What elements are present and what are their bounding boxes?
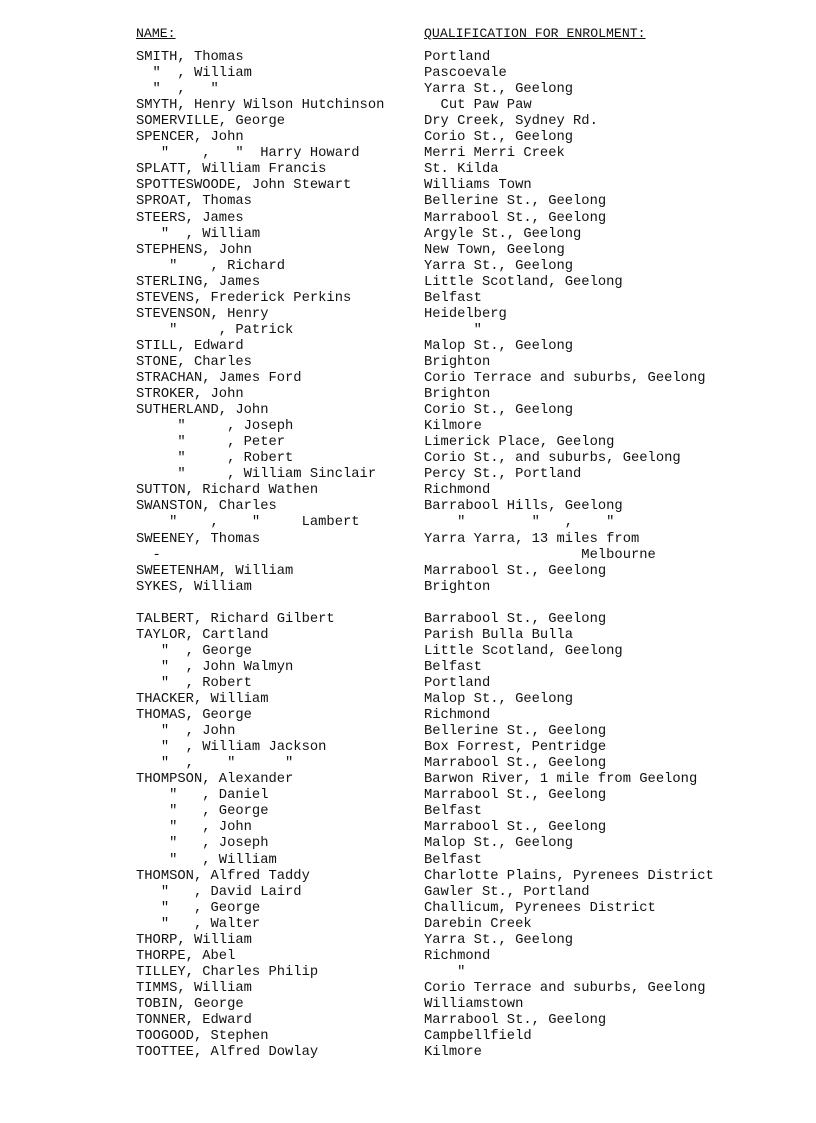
entry-qualification: Yarra St., Geelong (424, 932, 574, 948)
entry-qualification: Barrabool St., Geelong (424, 611, 607, 627)
entry-qualification: Gawler St., Portland (424, 884, 590, 900)
list-item (0, 114, 816, 130)
entry-name: SMYTH, Henry Wilson Hutchinson (136, 98, 385, 114)
name-column-header: NAME: (136, 26, 176, 41)
entry-qualification: Kilmore (424, 419, 482, 435)
list-item (0, 82, 816, 98)
entry-qualification: Barrabool Hills, Geelong (424, 499, 623, 515)
entry-name: " , Richard (136, 258, 286, 274)
entry-qualification: St. Kilda (424, 162, 499, 178)
entry-qualification: Campbellfield (424, 1029, 532, 1045)
list-item (0, 548, 816, 564)
entry-qualification: Williams Town (424, 178, 532, 194)
list-item (0, 692, 816, 708)
list-item (0, 451, 816, 467)
entry-qualification: Heidelberg (424, 306, 507, 322)
entry-name: " , Peter (136, 435, 286, 451)
entry-qualification: Brighton (424, 354, 491, 370)
entry-name: SYKES, William (136, 579, 252, 595)
entry-name: STEVENS, Frederick Perkins (136, 290, 352, 306)
list-item (0, 483, 816, 499)
entry-qualification: Richmond (424, 948, 491, 964)
entry-name: - (136, 547, 161, 563)
entry-qualification: Challicum, Pyrenees District (424, 900, 656, 916)
entry-qualification: " " , " (424, 515, 615, 531)
list-item (0, 580, 816, 596)
entry-name: " , John (136, 820, 252, 836)
list-item (0, 419, 816, 435)
entry-name: TOOTTEE, Alfred Dowlay (136, 1045, 319, 1061)
entry-name: THOMSON, Alfred Taddy (136, 868, 310, 884)
entry-name: " , George (136, 643, 252, 659)
entry-qualification: Bellerine St., Geelong (424, 194, 607, 210)
list-item (0, 612, 816, 628)
entry-name: " , Walter (136, 916, 261, 932)
entry-qualification: " (424, 964, 466, 980)
entry-qualification: Belfast (424, 659, 482, 675)
entry-qualification: Belfast (424, 804, 482, 820)
entry-qualification: Richmond (424, 483, 491, 499)
entry-qualification: Bellerine St., Geelong (424, 724, 607, 740)
entry-name: " , George (136, 900, 261, 916)
entry-name: " , William (136, 66, 252, 82)
entry-name: TONNER, Edward (136, 1013, 252, 1028)
list-item (0, 323, 816, 339)
entry-name: THOMPSON, Alexander (136, 772, 294, 788)
entry-name: " , William (136, 852, 277, 868)
entry-name: SUTTON, Richard Wathen (136, 483, 319, 499)
list-item (0, 1029, 816, 1045)
list-item (0, 532, 816, 548)
entry-qualification: Kilmore (424, 1045, 482, 1061)
entry-qualification: Marrabool St., Geelong (424, 1013, 607, 1028)
entry-name: STERLING, James (136, 274, 261, 290)
entry-name: THORPE, Abel (136, 948, 236, 964)
list-item (0, 853, 816, 869)
list-item (0, 949, 816, 965)
entry-name: SPROAT, Thomas (136, 194, 252, 210)
list-item (0, 933, 816, 949)
entry-name: STILL, Edward (136, 338, 244, 354)
entry-qualification: Corio St., and suburbs, Geelong (424, 451, 681, 467)
entry-qualification: Little Scotland, Geelong (424, 643, 623, 659)
list-item (0, 708, 816, 724)
list-item (0, 997, 816, 1013)
entry-name: SWEENEY, Thomas (136, 531, 261, 547)
entry-name: " , William (136, 226, 261, 242)
list-item (0, 788, 816, 804)
entry-name: SPOTTESWOODE, John Stewart (136, 178, 352, 194)
entry-name: " , Patrick (136, 322, 294, 338)
list-item (0, 307, 816, 323)
entry-qualification: Marrabool St., Geelong (424, 756, 607, 772)
entry-qualification: Belfast (424, 290, 482, 306)
entry-qualification: " (424, 322, 482, 338)
list-item (0, 355, 816, 371)
list-item (0, 965, 816, 981)
entry-name: SPLATT, William Francis (136, 162, 327, 178)
list-item (0, 1045, 816, 1061)
entry-name: TALBERT, Richard Gilbert (136, 611, 335, 627)
entry-name: SUTHERLAND, John (136, 403, 269, 419)
entry-qualification: Yarra St., Geelong (424, 82, 574, 98)
entry-qualification: Brighton (424, 387, 491, 403)
entry-qualification: Argyle St., Geelong (424, 226, 582, 242)
entry-qualification: Percy St., Portland (424, 467, 582, 483)
list-item (0, 194, 816, 210)
list-item (0, 724, 816, 740)
entry-name: " , " (136, 82, 219, 98)
entry-qualification: Belfast (424, 852, 482, 868)
entry-name: " , David Laird (136, 884, 302, 900)
list-item (0, 804, 816, 820)
entry-name: " , John Walmyn (136, 659, 294, 675)
list-item (0, 50, 816, 66)
entry-qualification: Corio St., Geelong (424, 130, 574, 146)
list-item (0, 756, 816, 772)
entry-name: " , " Harry Howard (136, 146, 360, 162)
entry-qualification: Yarra Yarra, 13 miles from (424, 531, 640, 547)
list-item (0, 371, 816, 387)
entry-name: THORP, William (136, 932, 252, 948)
qualification-column-header: QUALIFICATION FOR ENROLMENT: (424, 26, 646, 41)
list-item (0, 403, 816, 419)
entry-qualification: Charlotte Plains, Pyrenees District (424, 868, 714, 884)
list-item (0, 740, 816, 756)
entry-name: THACKER, William (136, 692, 269, 707)
list-item (0, 820, 816, 836)
list-item (0, 885, 816, 901)
entry-qualification: Marrabool St., Geelong (424, 788, 607, 804)
entry-name: " , John (136, 724, 236, 740)
entry-name: SMITH, Thomas (136, 50, 244, 65)
entry-qualification: Parish Bulla Bulla (424, 627, 574, 643)
list-item (0, 243, 816, 259)
list-item (0, 981, 816, 997)
entry-qualification: Marrabool St., Geelong (424, 210, 607, 226)
entry-qualification: Malop St., Geelong (424, 836, 574, 852)
list-item (0, 869, 816, 885)
list-item (0, 435, 816, 451)
entry-name: STROKER, John (136, 387, 244, 403)
entry-name: STEERS, James (136, 210, 244, 226)
entry-name: " , George (136, 804, 269, 820)
list-item (0, 130, 816, 146)
entry-name: SWANSTON, Charles (136, 499, 277, 515)
entry-qualification: Barwon River, 1 mile from Geelong (424, 772, 698, 788)
entry-qualification: Darebin Creek (424, 916, 532, 932)
entry-name: " , Robert (136, 451, 294, 467)
entry-qualification: Malop St., Geelong (424, 692, 574, 707)
list-item (0, 660, 816, 676)
entry-name: THOMAS, George (136, 708, 252, 724)
entry-name: SPENCER, John (136, 130, 244, 146)
entry-qualification: Melbourne (424, 547, 656, 563)
entry-name: TOBIN, George (136, 996, 244, 1012)
entry-name: STONE, Charles (136, 354, 252, 370)
list-item (0, 917, 816, 933)
entry-name: STRACHAN, James Ford (136, 371, 302, 386)
list-item (0, 836, 816, 852)
list-item (0, 211, 816, 227)
entry-name: " , " Lambert (136, 515, 360, 531)
entry-qualification: Pascoevale (424, 66, 507, 82)
entry-qualification: Dry Creek, Sydney Rd. (424, 114, 598, 130)
list-item (0, 901, 816, 917)
list-item (0, 1013, 816, 1029)
entry-name: " , William Sinclair (136, 467, 377, 483)
entry-qualification: Little Scotland, Geelong (424, 274, 623, 290)
list-item (0, 772, 816, 788)
entry-name: " , William Jackson (136, 740, 327, 756)
list-item (0, 467, 816, 483)
entry-name: SWEETENHAM, William (136, 563, 294, 579)
entry-qualification: Williamstown (424, 996, 524, 1012)
list-item (0, 596, 816, 612)
entry-qualification: Brighton (424, 579, 491, 595)
list-item (0, 98, 816, 114)
list-item (0, 259, 816, 275)
entry-qualification: Portland (424, 675, 491, 691)
entry-name: " , " " (136, 756, 294, 772)
entry-qualification: Marrabool St., Geelong (424, 820, 607, 836)
entry-name: " , Joseph (136, 836, 269, 852)
list-item (0, 146, 816, 162)
list-item (0, 291, 816, 307)
entry-qualification: Corio Terrace and suburbs, Geelong (424, 980, 706, 996)
list-item (0, 676, 816, 692)
entry-qualification: Portland (424, 50, 491, 65)
entry-qualification: Yarra St., Geelong (424, 258, 574, 274)
list-item (0, 227, 816, 243)
entry-qualification: Cut Paw Paw (424, 98, 532, 114)
list-item (0, 515, 816, 531)
entry-name: " , Joseph (136, 419, 294, 435)
entry-name: SOMERVILLE, George (136, 114, 286, 130)
entry-qualification: Richmond (424, 708, 491, 724)
entry-name: " , Daniel (136, 788, 269, 804)
entry-name: " , Robert (136, 675, 252, 691)
entry-name: STEVENSON, Henry (136, 306, 269, 322)
entry-name: TILLEY, Charles Philip (136, 964, 319, 980)
list-item (0, 564, 816, 580)
entry-qualification: Corio St., Geelong (424, 403, 574, 419)
entry-qualification: Limerick Place, Geelong (424, 435, 615, 451)
entry-name: TIMMS, William (136, 980, 252, 996)
list-item (0, 499, 816, 515)
list-item (0, 339, 816, 355)
list-item (0, 275, 816, 291)
list-item (0, 644, 816, 660)
list-item (0, 178, 816, 194)
entry-name: STEPHENS, John (136, 242, 252, 258)
list-item (0, 66, 816, 82)
entry-qualification: New Town, Geelong (424, 242, 565, 258)
entry-name: TAYLOR, Cartland (136, 627, 269, 643)
entry-qualification: Box Forrest, Pentridge (424, 740, 607, 756)
list-item (0, 162, 816, 178)
entry-name: TOOGOOD, Stephen (136, 1029, 269, 1045)
entry-qualification: Corio Terrace and suburbs, Geelong (424, 371, 706, 386)
list-item (0, 387, 816, 403)
entry-qualification: Merri Merri Creek (424, 146, 565, 162)
entry-qualification: Malop St., Geelong (424, 338, 574, 354)
list-item (0, 628, 816, 644)
entry-qualification: Marrabool St., Geelong (424, 563, 607, 579)
